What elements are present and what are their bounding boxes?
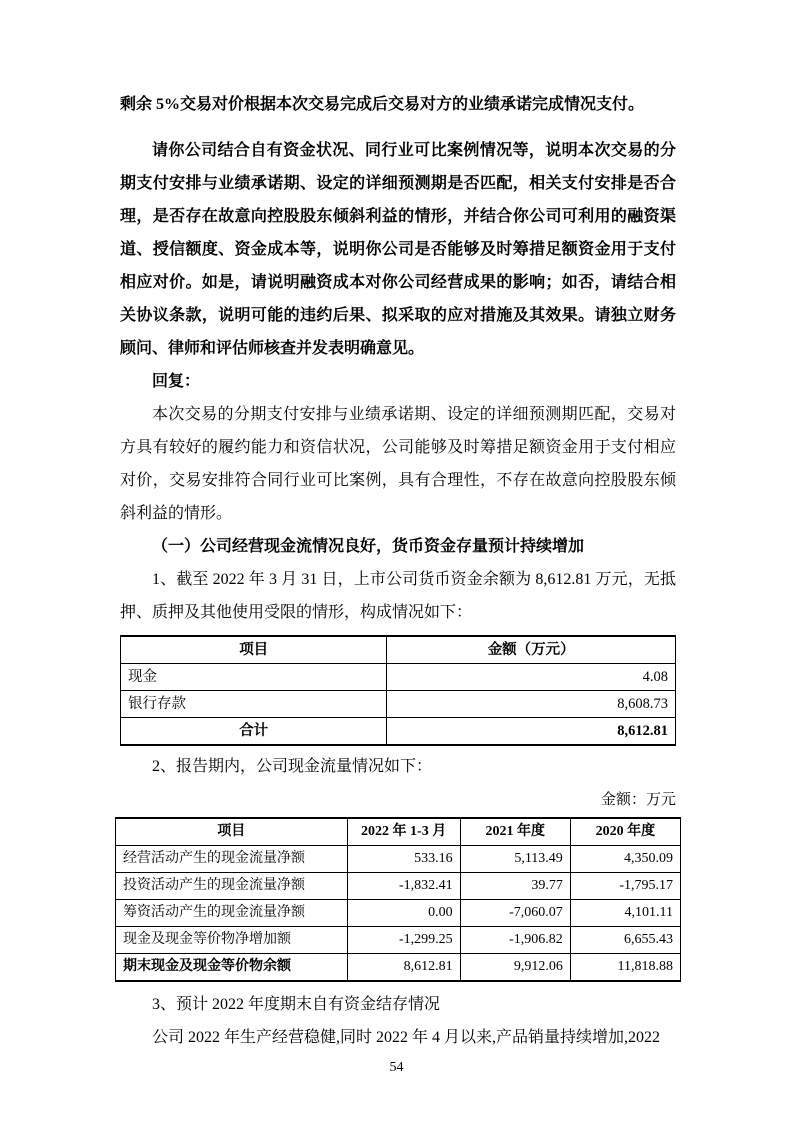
para-reply-summary: 本次交易的分期支付安排与业绩承诺期、设定的详细预测期匹配，交易对方具有较好的履约能力和资信状况，公司能够及时筹措足额资金用于支付相应对价，交易安排符合同行业可比案例，具有合理性，不存在故意向控股股东倾斜利益的情形。 bbox=[120, 406, 676, 522]
para-item-1: 1、截至 2022 年 3 月 31 日，上市公司货币资金余额为 8,612.81 万元，无抵押、质押及其他使用受限的情形，构成情况如下： bbox=[120, 571, 676, 621]
table-row bbox=[121, 691, 676, 718]
para-remaining-payment: 剩余 5%交易对价根据本次交易完成后交易对方的业绩承诺完成情况支付。 bbox=[120, 96, 645, 113]
page-number: 54 bbox=[389, 1060, 404, 1075]
table-row bbox=[116, 900, 681, 927]
cell-item: 经营活动产生的现金流量净额 bbox=[116, 846, 348, 873]
table-header-row bbox=[116, 818, 681, 846]
cell-value: 4.08 bbox=[387, 664, 676, 691]
table-row bbox=[121, 664, 676, 691]
table-total-row bbox=[121, 718, 676, 746]
col-header-amount: 金额（万元） bbox=[387, 636, 676, 664]
cell-total-value: 8,612.81 bbox=[387, 718, 676, 746]
table-row bbox=[116, 873, 681, 900]
table-row bbox=[116, 846, 681, 873]
para-inquiry: 请你公司结合自有资金状况、同行业可比案例情况等，说明本次交易的分期支付安排与业绩承诺期、设定的详细预测期是否匹配，相关支付安排是否合理，是否存在故意向控股股东倾斜利益的情形，并结合你公司可利用的融资渠道、授信额度、资金成本等，说明你公司是否能够及时筹措足额资金用于支付相应对价。如是，请说明融资成本对你公司经营成果的影响；如否，请结合相关协议条款，说明可能的违约后果、拟采取的应对措施及其效果。请独立财务顾问、律师和评估师核查并发表明确意见。 bbox=[120, 142, 676, 357]
cell-value: 6,655.43 bbox=[570, 927, 680, 954]
col-header-item: 项目 bbox=[121, 636, 387, 664]
cell-item: 筹资活动产生的现金流量净额 bbox=[116, 900, 348, 927]
cell-value: 5,113.49 bbox=[460, 846, 570, 873]
cell-item: 现金及现金等价物净增加额 bbox=[116, 927, 348, 954]
cell-value: -7,060.07 bbox=[460, 900, 570, 927]
cell-value: 533.16 bbox=[347, 846, 460, 873]
table-row bbox=[116, 927, 681, 954]
col-header-2022q1: 2022 年 1-3 月 bbox=[347, 818, 460, 846]
cell-value: -1,299.25 bbox=[347, 927, 460, 954]
cell-value: 4,350.09 bbox=[570, 846, 680, 873]
section-heading-1: （一）公司经营现金流情况良好，货币资金存量预计持续增加 bbox=[152, 538, 585, 555]
cell-value: 9,912.06 bbox=[460, 954, 570, 982]
cell-value: 8,612.81 bbox=[347, 954, 460, 982]
col-header-2021: 2021 年度 bbox=[460, 818, 570, 846]
cell-value: -1,906.82 bbox=[460, 927, 570, 954]
cell-value: 8,608.73 bbox=[387, 691, 676, 718]
para-item-3: 3、预计 2022 年度期末自有资金结存情况 bbox=[152, 996, 441, 1013]
unit-label: 金额：万元 bbox=[600, 792, 676, 808]
para-outlook: 公司 2022 年生产经营稳健,同时 2022 年 4 月以来,产品销量持续增加,2022 bbox=[152, 1029, 661, 1046]
reply-label: 回复： bbox=[152, 373, 201, 390]
cell-value: -1,795.17 bbox=[570, 873, 680, 900]
para-item-2: 2、报告期内，公司现金流量情况如下： bbox=[152, 758, 433, 775]
cell-value: 39.77 bbox=[460, 873, 570, 900]
cell-value: -1,832.41 bbox=[347, 873, 460, 900]
cell-item: 投资活动产生的现金流量净额 bbox=[116, 873, 348, 900]
table-header-row bbox=[121, 636, 676, 664]
col-header-2020: 2020 年度 bbox=[570, 818, 680, 846]
col-header-item: 项目 bbox=[116, 818, 348, 846]
table-total-row bbox=[116, 954, 681, 982]
cell-value: 4,101.11 bbox=[570, 900, 680, 927]
cell-item: 现金 bbox=[121, 664, 387, 691]
cash-flow-table bbox=[115, 817, 681, 982]
cell-item: 银行存款 bbox=[121, 691, 387, 718]
cell-total-label: 期末现金及现金等价物余额 bbox=[116, 954, 348, 982]
cell-value: 0.00 bbox=[347, 900, 460, 927]
cell-total-label: 合计 bbox=[121, 718, 387, 746]
cell-value: 11,818.88 bbox=[570, 954, 680, 982]
cash-composition-table bbox=[120, 635, 676, 746]
